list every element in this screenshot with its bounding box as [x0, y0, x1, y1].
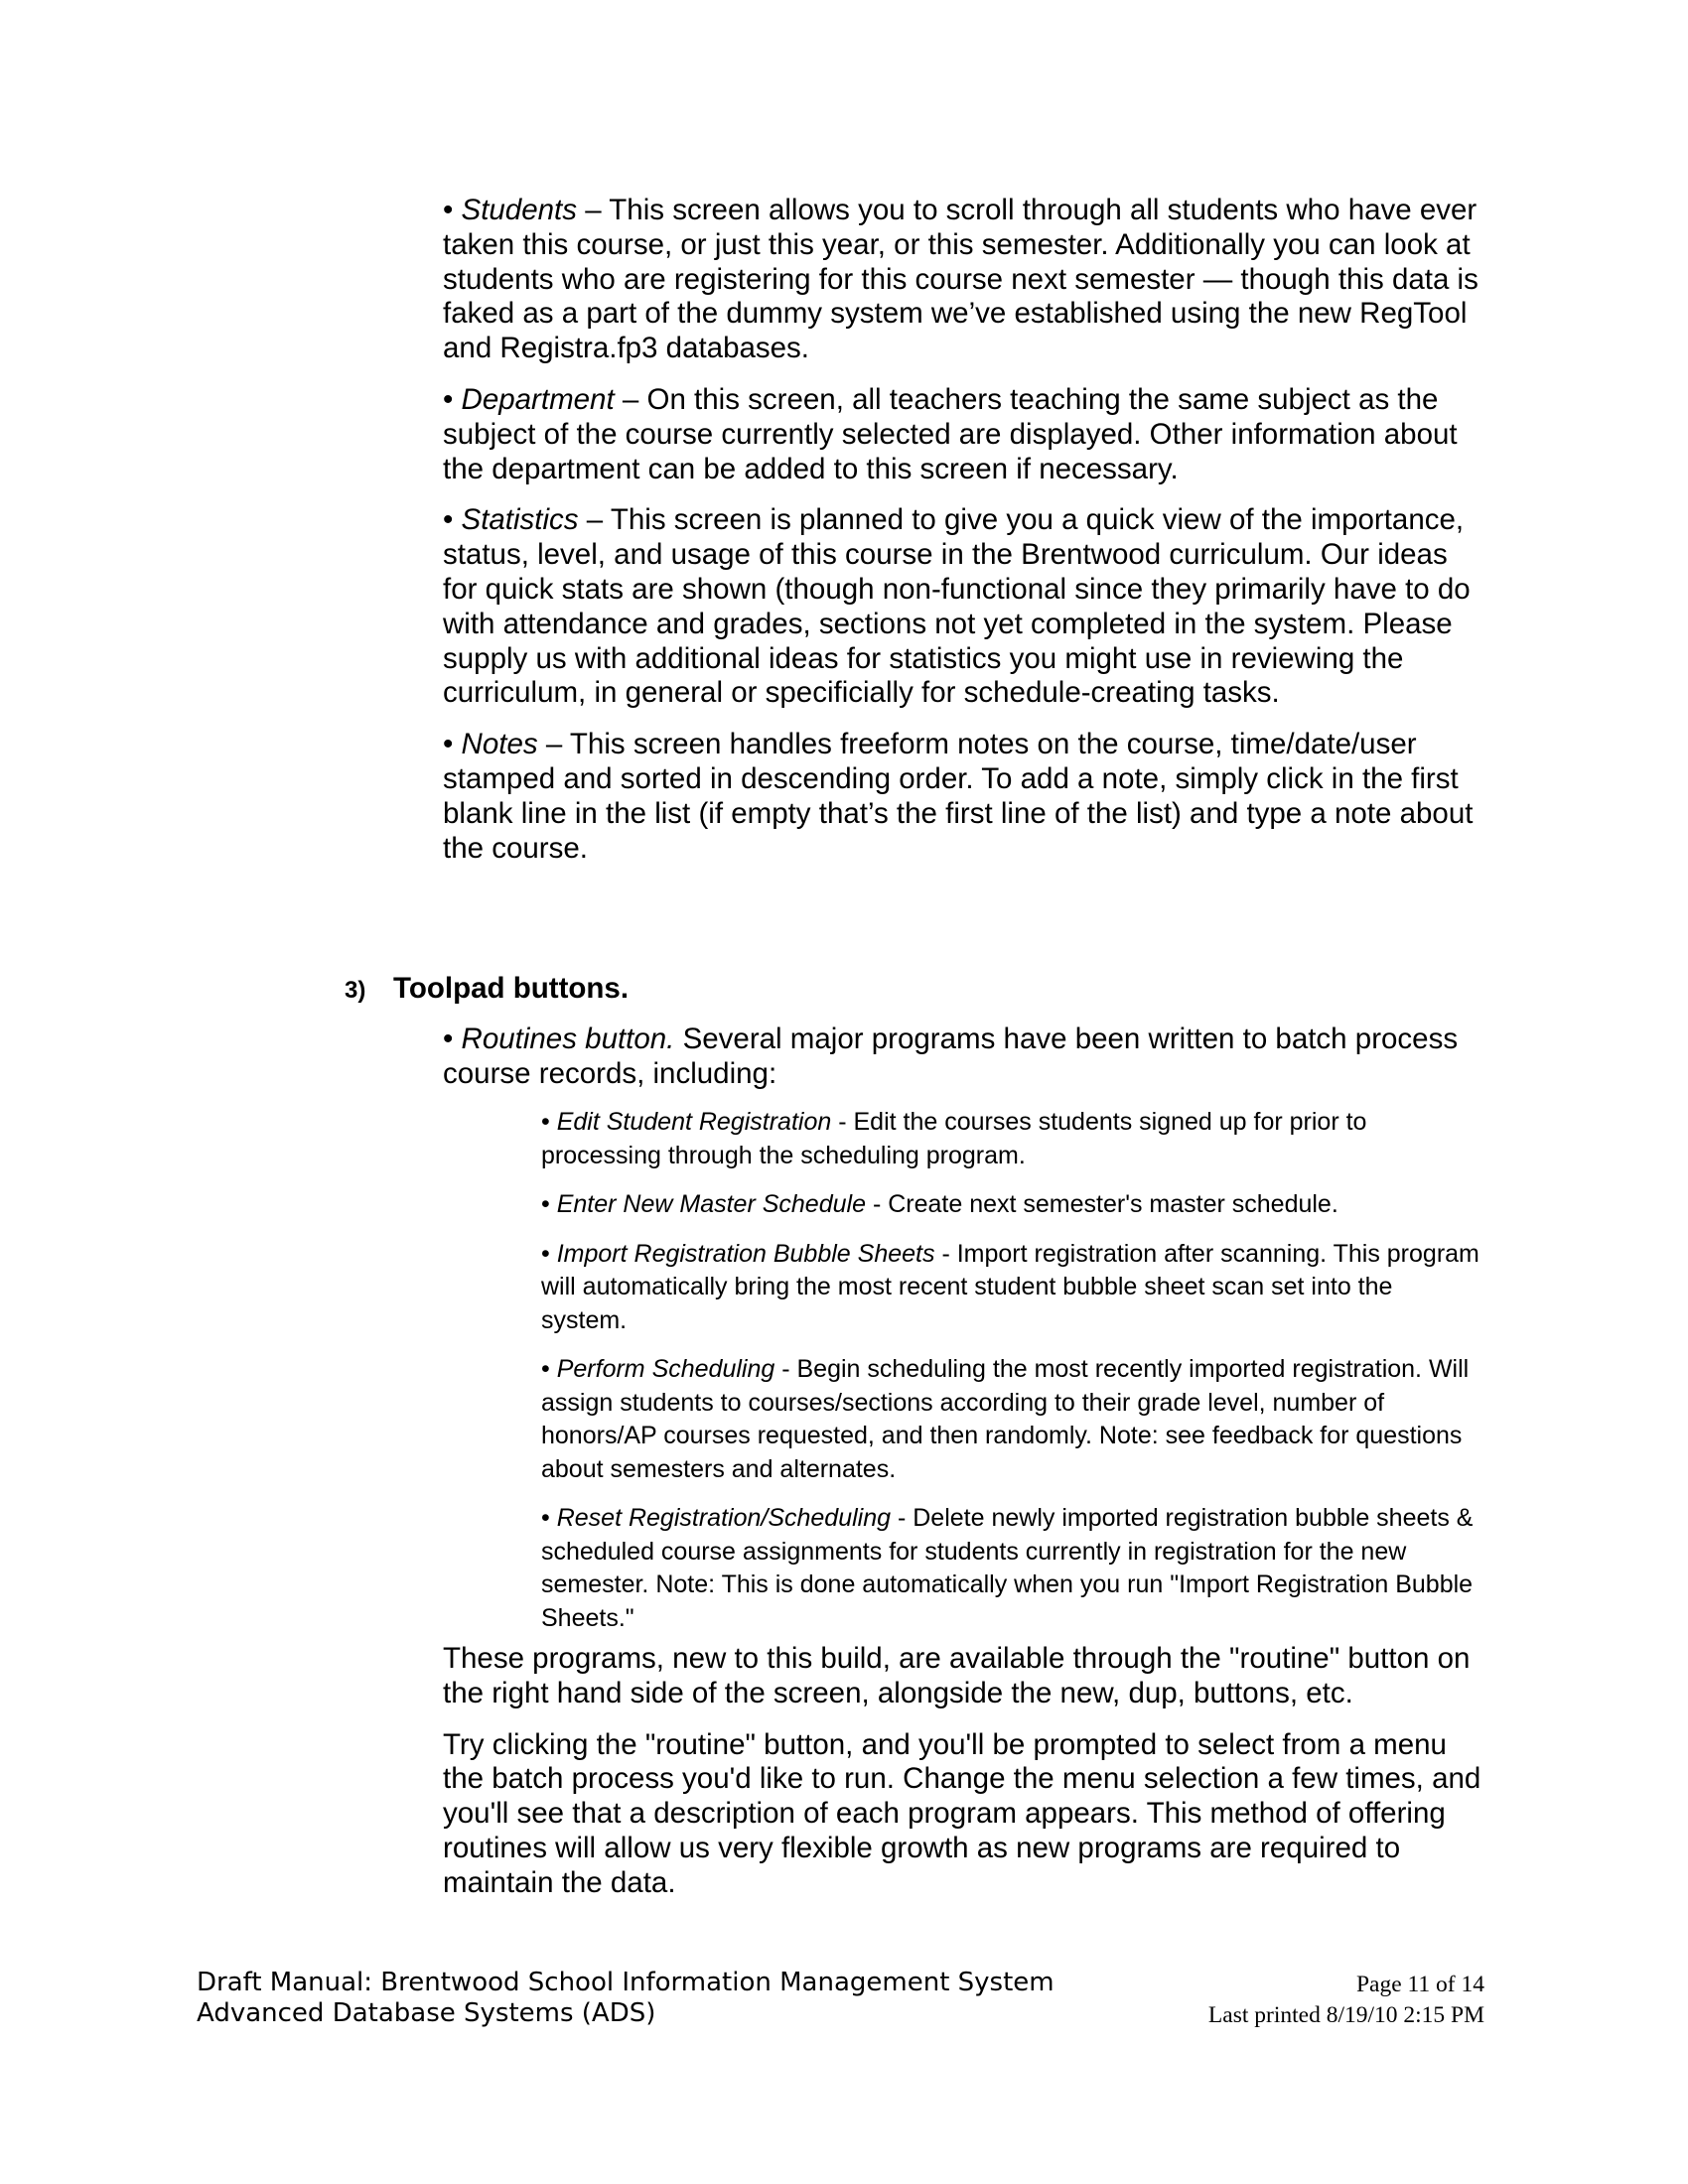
- bullet: •: [443, 728, 454, 761]
- students-paragraph: [443, 194, 1485, 366]
- routine-name: Import Registration Bubble Sheets: [556, 1239, 935, 1268]
- footer-document-title: [197, 1968, 1055, 2029]
- last-printed: Last printed 8/19/10 2:15 PM: [1207, 2002, 1484, 2028]
- footer-page-info: [1208, 1970, 1484, 2031]
- routines-intro-text: Several major programs have been written to batch process course records, including:: [443, 1023, 1459, 1090]
- dash: –: [545, 728, 563, 761]
- routines-term: Routines button.: [461, 1023, 675, 1055]
- footer-manual-title: Draft Manual: Brentwood School Information Management System: [197, 1968, 1055, 1997]
- bullet: •: [541, 1108, 550, 1136]
- bullet: •: [541, 1239, 550, 1268]
- closing-paragraphs: [443, 1642, 1485, 1918]
- routine-description: - Delete newly imported registration bubble sheets & scheduled course assignments for students currently in registration for the new semester. Note: This is done automatically when you run "Import Registration Bubble Sheets.": [541, 1504, 1474, 1632]
- students-text: This screen allows you to scroll through all students who have ever taken this course, or just this year, or this semester. Additionally you can look at students who are registering for this course next semester — though this data is faked as a part of the dummy system we’ve established using the new RegTool and Registra.fp3 databases.: [443, 194, 1478, 365]
- section-title: Toolpad buttons.: [393, 972, 630, 1005]
- routine-name: Reset Registration/Scheduling: [556, 1504, 892, 1532]
- department-term: Department: [461, 382, 615, 416]
- footer-company: Advanced Database Systems (ADS): [197, 1998, 656, 2028]
- list-item: [541, 1238, 1484, 1338]
- routines-intro-paragraph: [443, 1023, 1485, 1092]
- notes-term: Notes: [461, 728, 538, 761]
- notes-text: This screen handles freeform notes on the course, time/date/user stamped and sorted in descending order. To add a note, simply click in the first blank line in the list (if empty that’s the first line of the list) and type a note about the course.: [443, 728, 1474, 865]
- statistics-term: Statistics: [461, 503, 579, 537]
- routines-intro: [443, 1023, 1485, 1109]
- bullet: •: [443, 1023, 454, 1055]
- statistics-text: This screen is planned to give you a quick view of the importance, status, level, and usage of this course in the Brentwood curriculum. Our ideas for quick stats are shown (though non-functional since they primarily have to do with attendance and grades, sections not yet completed in the system. Please supply us with additional ideas for statistics you might use in reviewing the curriculum, in general or specificially for schedule-creating tasks.: [443, 503, 1471, 710]
- bullet: •: [443, 503, 454, 537]
- bullet: •: [541, 1190, 550, 1218]
- routine-description: - Import registration after scanning. This program will automatically bring the most recent student bubble sheet scan set into the system.: [541, 1239, 1479, 1334]
- section-number: 3): [345, 977, 366, 1004]
- notes-paragraph: [443, 728, 1485, 866]
- closing-paragraph: These programs, new to this build, are available through the "routine" button on the right hand side of the screen, alongside the new, dup, buttons, etc.: [443, 1642, 1471, 1709]
- list-item: [541, 1188, 1484, 1222]
- bullet: •: [443, 194, 454, 226]
- bullet: •: [541, 1355, 550, 1383]
- statistics-paragraph: [443, 503, 1485, 711]
- bullet: •: [541, 1504, 550, 1532]
- routine-name: Perform Scheduling: [556, 1355, 775, 1383]
- routine-name: Edit Student Registration: [556, 1108, 832, 1136]
- department-paragraph: [443, 383, 1485, 486]
- dash: –: [585, 194, 602, 226]
- students-term: Students: [461, 194, 577, 226]
- closing-paragraph: Try clicking the "routine" button, and you'll be prompted to select from a menu the batch process you'd like to run. Change the menu selection a few times, and you'll see that a description of each program appears. This method of offering routines will allow us very flexible growth as new programs are required to maintain the data.: [443, 1727, 1481, 1899]
- screen-descriptions: [443, 194, 1485, 883]
- department-text: On this screen, all teachers teaching the same subject as the subject of the course currently selected are displayed. Other information about the department can be added to this screen if necessary.: [443, 382, 1458, 485]
- dash: –: [622, 382, 639, 416]
- bullet: •: [443, 382, 454, 416]
- section-heading: [345, 971, 629, 1009]
- routine-name: Enter New Master Schedule: [556, 1190, 866, 1218]
- page-number: Page 11 of 14: [1355, 1972, 1484, 1997]
- routine-description: - Create next semester's master schedule.: [872, 1190, 1338, 1218]
- routines-list: [541, 1106, 1484, 1651]
- routine-description: - Begin scheduling the most recently imported registration. Will assign students to courses/sections according to their grade level, number of honors/AP courses requested, and then randomly. Note: see feedback for questions about semesters and alternates.: [541, 1355, 1470, 1483]
- routine-description: - Edit the courses students signed up for prior to processing through the scheduling program.: [541, 1108, 1367, 1169]
- list-item: [541, 1502, 1484, 1635]
- dash: –: [586, 503, 604, 537]
- list-item: [541, 1353, 1484, 1486]
- list-item: [541, 1106, 1484, 1172]
